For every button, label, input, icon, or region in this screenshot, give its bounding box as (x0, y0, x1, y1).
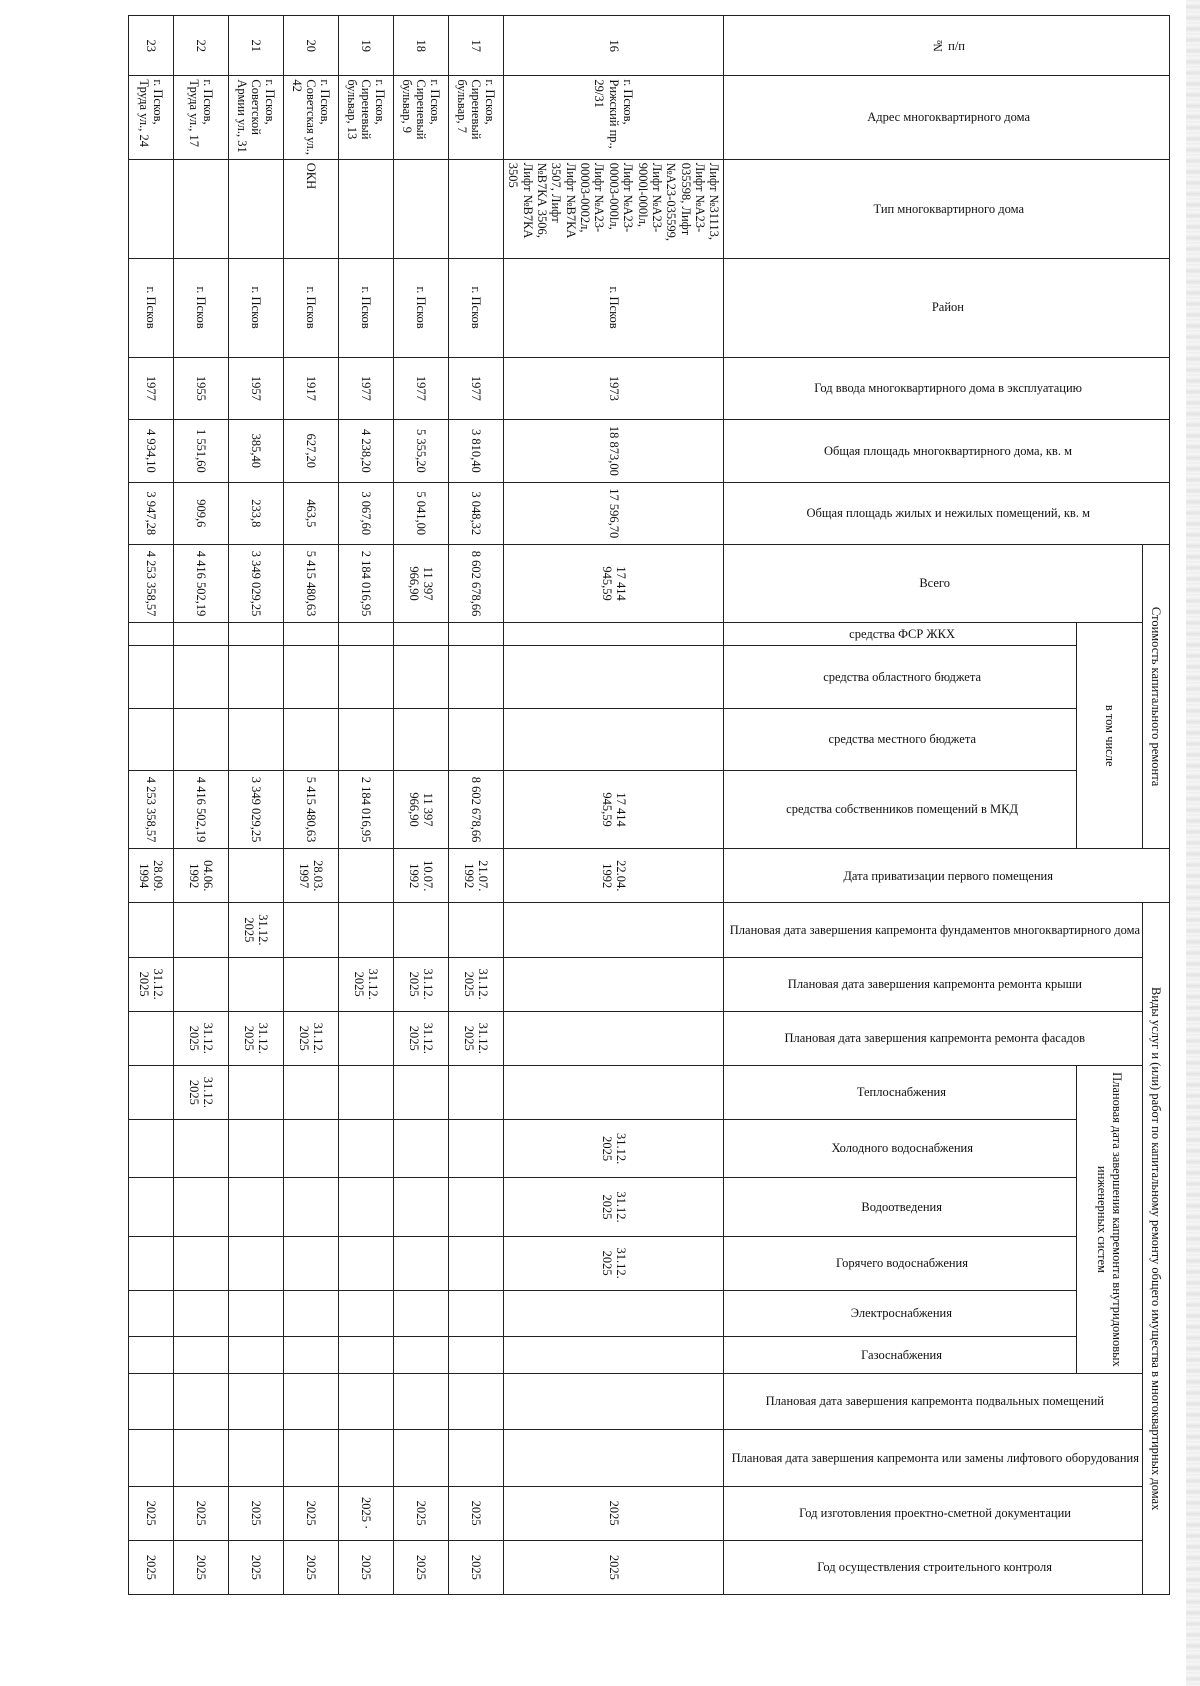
header-total-area: Общая площадь многоквартирного дома, кв. м (724, 420, 1170, 482)
cell-cost-owners: 17 414 945,59 (503, 771, 724, 849)
header-premises-area: Общая площадь жилых и нежилых помещений, кв. м (724, 482, 1170, 544)
cell-cost-owners: 8 602 678,66 (448, 771, 503, 849)
header-basement: Плановая дата завершения капремонта подвальных помещений (724, 1374, 1143, 1430)
cell-cost-local (338, 708, 393, 770)
cell-facade: 31.12. 2025 (283, 1011, 338, 1065)
cell-facade (503, 1011, 724, 1065)
cell-year-built: 1977 (448, 357, 503, 419)
cell-foundation (448, 903, 503, 957)
cell-cost-owners: 2 184 016,95 (338, 771, 393, 849)
cell-cost-fsr (173, 623, 228, 646)
cell-total-area: 1 551,60 (173, 420, 228, 482)
cell-cost-fsr (338, 623, 393, 646)
cell-heating (393, 1065, 448, 1119)
cell-privatization (228, 849, 283, 903)
table-row (283, 16, 338, 1595)
cell-control-year: 2025 (173, 1540, 228, 1594)
header-heating: Теплоснабжения (724, 1065, 1077, 1119)
cell-basement (283, 1374, 338, 1430)
cell-gas (448, 1336, 503, 1373)
cell-design-year: 2025 (228, 1486, 283, 1540)
cell-cost-local (283, 708, 338, 770)
cell-electricity (228, 1290, 283, 1336)
header-foundation: Плановая дата завершения капремонта фундаментов многоквартирного дома (724, 903, 1143, 957)
document-sheet (110, 15, 1170, 1595)
cell-facade: 31.12. 2025 (228, 1011, 283, 1065)
cell-cost-owners: 3 349 029,25 (228, 771, 283, 849)
cell-cost-regional (338, 646, 393, 708)
cell-sewerage (173, 1178, 228, 1236)
table-body (128, 16, 724, 1595)
cell-cost-total: 8 602 678,66 (448, 545, 503, 623)
table-row (393, 16, 448, 1595)
header-district: Район (724, 258, 1170, 357)
cell-elevator (128, 1430, 173, 1486)
cell-foundation: 31.12. 2025 (228, 903, 283, 957)
cell-type: Лифт №31113, Лифт №А23-035598, Лифт №А23-035599, Лифт №А23-9000l-000lл, Лифт №А23-00003-000lл, Лифт №А23-00003-0002л, Лифт №В7КА 3507, Лифт №В7КА 3506, Лифт №В7КА 3505 (503, 159, 724, 258)
cell-basement (338, 1374, 393, 1430)
cell-type (128, 159, 173, 258)
cell-roof: 31.12. 2025 (448, 957, 503, 1011)
cell-address: г. Псков, Рижский пр., 29/31 (503, 76, 724, 159)
cell-electricity (338, 1290, 393, 1336)
cell-control-year: 2025 (283, 1540, 338, 1594)
cell-gas (393, 1336, 448, 1373)
header-facade: Плановая дата завершения капремонта ремонта фасадов (724, 1011, 1143, 1065)
cell-control-year: 2025 (228, 1540, 283, 1594)
cell-privatization: 04.06. 1992 (173, 849, 228, 903)
cell-heating (448, 1065, 503, 1119)
cell-design-year: 2025 (393, 1486, 448, 1540)
cell-sewerage (393, 1178, 448, 1236)
cell-cost-local (393, 708, 448, 770)
cell-cost-owners: 11 397 966,90 (393, 771, 448, 849)
cell-heating (503, 1065, 724, 1119)
cell-address: г. Псков, Труда ул., 24 (128, 76, 173, 159)
cell-address: г. Псков, Советской Армии ул., 31 (228, 76, 283, 159)
cell-electricity (448, 1290, 503, 1336)
cell-year-built: 1977 (338, 357, 393, 419)
cell-address: г. Псков, Сиреневый бульвар, 7 (448, 76, 503, 159)
cell-cost-total: 4 416 502,19 (173, 545, 228, 623)
cell-control-year: 2025 (393, 1540, 448, 1594)
cell-gas (228, 1336, 283, 1373)
cell-total-area: 4 238,20 (338, 420, 393, 482)
cell-privatization: 22.04. 1992 (503, 849, 724, 903)
header-design-year: Год изготовления проектно-сметной документации (724, 1486, 1143, 1540)
table-row (448, 16, 503, 1595)
cell-hot-water (338, 1236, 393, 1290)
header-sewerage: Водоотведения (724, 1178, 1077, 1236)
cell-district: г. Псков (228, 258, 283, 357)
header-elevator: Плановая дата завершения капремонта или замены лифтового оборудования (724, 1430, 1143, 1486)
cell-premises-area: 463,5 (283, 482, 338, 544)
cell-privatization: 10.07. 1992 (393, 849, 448, 903)
cell-electricity (128, 1290, 173, 1336)
cell-design-year: 2025 (173, 1486, 228, 1540)
cell-num: 17 (448, 16, 503, 76)
cell-premises-area: 3 067,60 (338, 482, 393, 544)
cell-hot-water (228, 1236, 283, 1290)
cell-type (393, 159, 448, 258)
header-works-group: Виды услуг и (или) работ по капитальному ремонту общего имущества в многоквартирных домах (1143, 903, 1170, 1595)
cell-num: 21 (228, 16, 283, 76)
cell-district: г. Псков (338, 258, 393, 357)
cell-facade: 31.12. 2025 (448, 1011, 503, 1065)
cell-gas (503, 1336, 724, 1373)
cell-cold-water (173, 1119, 228, 1177)
cell-cost-owners: 4 253 358,57 (128, 771, 173, 849)
cell-num: 16 (503, 16, 724, 76)
cell-district: г. Псков (173, 258, 228, 357)
cell-electricity (393, 1290, 448, 1336)
cell-cost-local (128, 708, 173, 770)
cell-elevator (503, 1430, 724, 1486)
cell-electricity (173, 1290, 228, 1336)
cell-address: г. Псков, Советская ул., 42 (283, 76, 338, 159)
cell-type (448, 159, 503, 258)
cell-heating (283, 1065, 338, 1119)
cell-premises-area: 17 596,70 (503, 482, 724, 544)
cell-gas (173, 1336, 228, 1373)
header-cost-group: Стоимость капитального ремонта (1143, 545, 1170, 849)
cell-cold-water (338, 1119, 393, 1177)
cell-cost-local (503, 708, 724, 770)
header-cost-owners: средства собственников помещений в МКД (724, 771, 1077, 849)
cell-facade (338, 1011, 393, 1065)
table-row (338, 16, 393, 1595)
cell-cold-water (128, 1119, 173, 1177)
cell-total-area: 3 810,40 (448, 420, 503, 482)
cell-type: ОКН (283, 159, 338, 258)
cell-type (338, 159, 393, 258)
cell-year-built: 1977 (393, 357, 448, 419)
header-privatization: Дата приватизации первого помещения (724, 849, 1170, 903)
cell-year-built: 1977 (128, 357, 173, 419)
cell-cold-water (393, 1119, 448, 1177)
table-row (228, 16, 283, 1595)
cell-elevator (228, 1430, 283, 1486)
cell-year-built: 1917 (283, 357, 338, 419)
repair-plan-table (128, 15, 1170, 1595)
cell-heating (228, 1065, 283, 1119)
cell-cold-water (448, 1119, 503, 1177)
cell-premises-area: 3 947,28 (128, 482, 173, 544)
cell-facade: 31.12. 2025 (173, 1011, 228, 1065)
table-row (128, 16, 173, 1595)
cell-sewerage (128, 1178, 173, 1236)
cell-cost-fsr (228, 623, 283, 646)
cell-control-year: 2025 (448, 1540, 503, 1594)
cell-cost-regional (228, 646, 283, 708)
cell-foundation (283, 903, 338, 957)
cell-basement (503, 1374, 724, 1430)
cell-facade: 31.12. 2025 (393, 1011, 448, 1065)
cell-hot-water (173, 1236, 228, 1290)
cell-cost-owners: 5 415 480,63 (283, 771, 338, 849)
cell-cost-regional (393, 646, 448, 708)
cell-roof: 31.12. 2025 (338, 957, 393, 1011)
cell-foundation (173, 903, 228, 957)
cell-year-built: 1973 (503, 357, 724, 419)
cell-sewerage: 31.12. 2025 (503, 1178, 724, 1236)
cell-address: г. Псков, Труда ул., 17 (173, 76, 228, 159)
cell-design-year: 2025 · (338, 1486, 393, 1540)
cell-cost-total: 2 184 016,95 (338, 545, 393, 623)
cell-roof (173, 957, 228, 1011)
cell-control-year: 2025 (128, 1540, 173, 1594)
header-type: Тип многоквартирного дома (724, 159, 1170, 258)
cell-gas (128, 1336, 173, 1373)
cell-total-area: 385,40 (228, 420, 283, 482)
cell-cost-local (228, 708, 283, 770)
cell-cost-regional (173, 646, 228, 708)
scan-edge (1186, 0, 1200, 1686)
table-row (173, 16, 228, 1595)
cell-cost-total: 11 397 966,90 (393, 545, 448, 623)
cell-cost-local (448, 708, 503, 770)
cell-num: 23 (128, 16, 173, 76)
cell-cold-water: 31.12. 2025 (503, 1119, 724, 1177)
cell-cost-regional (448, 646, 503, 708)
cell-basement (393, 1374, 448, 1430)
cell-sewerage (283, 1178, 338, 1236)
cell-hot-water (283, 1236, 338, 1290)
cell-gas (283, 1336, 338, 1373)
cell-total-area: 18 873,00 (503, 420, 724, 482)
cell-heating: 31.12. 2025 (173, 1065, 228, 1119)
cell-premises-area: 233,8 (228, 482, 283, 544)
cell-basement (128, 1374, 173, 1430)
header-year-built: Год ввода многоквартирного дома в эксплуатацию (724, 357, 1170, 419)
cell-foundation (338, 903, 393, 957)
cell-cold-water (283, 1119, 338, 1177)
cell-cost-local (173, 708, 228, 770)
cell-sewerage (448, 1178, 503, 1236)
cell-foundation (128, 903, 173, 957)
cell-elevator (338, 1430, 393, 1486)
header-roof: Плановая дата завершения капремонта ремонта крыши (724, 957, 1143, 1011)
header-cost-total: Всего (724, 545, 1143, 623)
cell-total-area: 627,20 (283, 420, 338, 482)
cell-type (228, 159, 283, 258)
cell-cost-total: 5 415 480,63 (283, 545, 338, 623)
cell-cost-regional (128, 646, 173, 708)
cell-design-year: 2025 (128, 1486, 173, 1540)
table-row (503, 16, 724, 1595)
cell-privatization: 21.07. 1992 (448, 849, 503, 903)
cell-heating (128, 1065, 173, 1119)
header-cold-water: Холодного водоснабжения (724, 1119, 1077, 1177)
cell-cost-total: 17 414 945,59 (503, 545, 724, 623)
cell-cost-regional (283, 646, 338, 708)
cell-premises-area: 5 041,00 (393, 482, 448, 544)
cell-control-year: 2025 (503, 1540, 724, 1594)
cell-cost-owners: 4 416 502,19 (173, 771, 228, 849)
cell-privatization (338, 849, 393, 903)
cell-roof (283, 957, 338, 1011)
cell-cost-total: 4 253 358,57 (128, 545, 173, 623)
header-electricity: Электроснабжения (724, 1290, 1077, 1336)
cell-hot-water (393, 1236, 448, 1290)
cell-basement (173, 1374, 228, 1430)
cell-roof: 31.12. 2025 (393, 957, 448, 1011)
header-control-year: Год осуществления строительного контроля (724, 1540, 1143, 1594)
cell-elevator (393, 1430, 448, 1486)
cell-foundation (503, 903, 724, 957)
cell-design-year: 2025 (448, 1486, 503, 1540)
cell-hot-water (448, 1236, 503, 1290)
cell-cost-fsr (448, 623, 503, 646)
header-cost-regional: средства областного бюджета (724, 646, 1077, 708)
cell-premises-area: 909,6 (173, 482, 228, 544)
cell-elevator (448, 1430, 503, 1486)
cell-num: 19 (338, 16, 393, 76)
cell-foundation (393, 903, 448, 957)
header-systems-group: Плановая дата завершения капремонта внутридомовых инженерных систем (1076, 1065, 1142, 1373)
header-hot-water: Горячего водоснабжения (724, 1236, 1077, 1290)
cell-heating (338, 1065, 393, 1119)
cell-basement (448, 1374, 503, 1430)
cell-district: г. Псков (283, 258, 338, 357)
cell-year-built: 1955 (173, 357, 228, 419)
cell-cold-water (228, 1119, 283, 1177)
cell-district: г. Псков (448, 258, 503, 357)
cell-roof: 31.12. 2025 (128, 957, 173, 1011)
cell-num: 18 (393, 16, 448, 76)
cell-sewerage (228, 1178, 283, 1236)
cell-cost-total: 3 349 029,25 (228, 545, 283, 623)
header-cost-incl: в том числе (1076, 623, 1142, 849)
cell-num: 20 (283, 16, 338, 76)
cell-control-year: 2025 (338, 1540, 393, 1594)
cell-year-built: 1957 (228, 357, 283, 419)
cell-hot-water: 31.12. 2025 (503, 1236, 724, 1290)
cell-address: г. Псков, Сиреневый бульвар, 9 (393, 76, 448, 159)
cell-type (173, 159, 228, 258)
cell-cost-fsr (503, 623, 724, 646)
cell-cost-fsr (393, 623, 448, 646)
cell-district: г. Псков (503, 258, 724, 357)
cell-privatization: 28.03. 1997 (283, 849, 338, 903)
cell-roof (228, 957, 283, 1011)
cell-sewerage (338, 1178, 393, 1236)
header-cost-local: средства местного бюджета (724, 708, 1077, 770)
cell-total-area: 4 934,10 (128, 420, 173, 482)
cell-premises-area: 3 048,32 (448, 482, 503, 544)
cell-design-year: 2025 (503, 1486, 724, 1540)
cell-hot-water (128, 1236, 173, 1290)
header-cost-fsr: средства ФСР ЖКХ (724, 623, 1077, 646)
cell-cost-fsr (128, 623, 173, 646)
cell-district: г. Псков (128, 258, 173, 357)
cell-facade (128, 1011, 173, 1065)
cell-roof (503, 957, 724, 1011)
cell-elevator (283, 1430, 338, 1486)
cell-cost-fsr (283, 623, 338, 646)
cell-total-area: 5 355,20 (393, 420, 448, 482)
cell-num: 22 (173, 16, 228, 76)
cell-cost-regional (503, 646, 724, 708)
header-gas: Газоснабжения (724, 1336, 1077, 1373)
cell-electricity (503, 1290, 724, 1336)
cell-elevator (173, 1430, 228, 1486)
cell-basement (228, 1374, 283, 1430)
cell-address: г. Псков, Сиреневый бульвар, 13 (338, 76, 393, 159)
header-num: № п/п (724, 16, 1170, 76)
cell-gas (338, 1336, 393, 1373)
cell-district: г. Псков (393, 258, 448, 357)
cell-electricity (283, 1290, 338, 1336)
cell-design-year: 2025 (283, 1486, 338, 1540)
cell-privatization: 28.09. 1994 (128, 849, 173, 903)
header-address: Адрес многоквартирного дома (724, 76, 1170, 159)
